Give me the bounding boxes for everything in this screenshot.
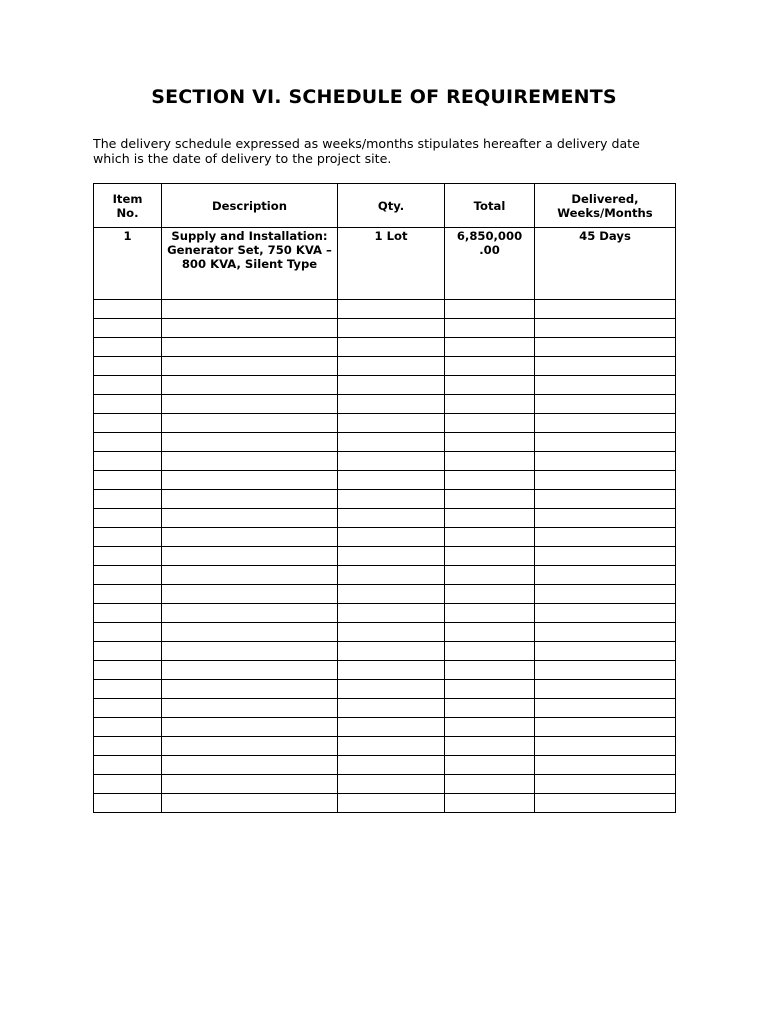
table-row-empty [94, 699, 676, 718]
cell-qty-empty [338, 433, 445, 452]
cell-item-no-empty [94, 756, 162, 775]
cell-qty-empty [338, 452, 445, 471]
cell-description-empty [162, 737, 338, 756]
cell-item-no-empty [94, 623, 162, 642]
cell-total-empty [445, 452, 535, 471]
cell-item-no-empty [94, 528, 162, 547]
cell-total-empty [445, 794, 535, 813]
page-title: SECTION VI. SCHEDULE OF REQUIREMENTS [151, 86, 617, 108]
cell-delivered-empty [535, 699, 676, 718]
cell-qty-empty [338, 319, 445, 338]
cell-qty-empty [338, 338, 445, 357]
cell-description-empty [162, 357, 338, 376]
cell-qty-empty [338, 623, 445, 642]
cell-total-empty [445, 509, 535, 528]
cell-item-no-empty [94, 452, 162, 471]
table-row-empty [94, 718, 676, 737]
cell-description-empty [162, 756, 338, 775]
cell-delivered-empty [535, 585, 676, 604]
table-row-empty [94, 471, 676, 490]
header-delivered-line-1: Delivered, [571, 191, 639, 206]
cell-item-no-empty [94, 395, 162, 414]
header-item-no-line-1: Item [112, 191, 143, 206]
header-item-no [94, 184, 162, 228]
cell-total-empty [445, 395, 535, 414]
cell-delivered-empty [535, 775, 676, 794]
cell-delivered-empty [535, 414, 676, 433]
cell-description-empty [162, 452, 338, 471]
header-delivered [535, 184, 676, 228]
cell-description-empty [162, 300, 338, 319]
cell-item-no-empty [94, 680, 162, 699]
cell-delivered-empty [535, 395, 676, 414]
cell-delivered-empty [535, 471, 676, 490]
cell-item-no-empty [94, 471, 162, 490]
table-row [94, 228, 676, 300]
cell-delivered-empty [535, 300, 676, 319]
cell-item-no-empty [94, 585, 162, 604]
table-row-empty [94, 395, 676, 414]
table-row-empty [94, 794, 676, 813]
cell-item-no-empty [94, 699, 162, 718]
table-row-empty [94, 661, 676, 680]
cell-item-no-empty [94, 642, 162, 661]
cell-item-no-empty [94, 604, 162, 623]
cell-qty-empty [338, 585, 445, 604]
cell-item-no-empty [94, 433, 162, 452]
cell-delivered-empty [535, 737, 676, 756]
header-total: Total [445, 184, 535, 228]
table-row-empty [94, 566, 676, 585]
cell-qty-empty [338, 547, 445, 566]
cell-delivered-empty [535, 642, 676, 661]
cell-total-empty [445, 699, 535, 718]
cell-delivered-empty [535, 528, 676, 547]
cell-description-empty [162, 699, 338, 718]
cell-item-no-empty [94, 737, 162, 756]
cell-delivered-empty [535, 756, 676, 775]
cell-total-empty [445, 319, 535, 338]
cell-delivered-empty [535, 623, 676, 642]
cell-delivered-empty [535, 452, 676, 471]
table-row-empty [94, 414, 676, 433]
cell-total-empty [445, 338, 535, 357]
cell-item-no-empty [94, 547, 162, 566]
cell-qty-empty [338, 642, 445, 661]
cell-total [445, 228, 535, 300]
table-header-row [94, 184, 676, 228]
intro-line-1: The delivery schedule expressed as weeks/months stipulates hereafter a delivery date [93, 136, 640, 151]
cell-qty-empty [338, 680, 445, 699]
cell-item-no-empty [94, 338, 162, 357]
cell-description-empty [162, 623, 338, 642]
cell-delivered-empty [535, 566, 676, 585]
cell-item-no-empty [94, 357, 162, 376]
cell-total-empty [445, 737, 535, 756]
cell-qty-empty [338, 604, 445, 623]
cell-qty-empty [338, 376, 445, 395]
cell-total-empty [445, 775, 535, 794]
cell-total-line-1: 6,850,000 [456, 229, 523, 243]
cell-delivered-empty [535, 433, 676, 452]
cell-qty-empty [338, 528, 445, 547]
cell-delivered-empty [535, 604, 676, 623]
table-row-empty [94, 300, 676, 319]
table-row-empty [94, 338, 676, 357]
cell-total-empty [445, 490, 535, 509]
cell-qty-empty [338, 566, 445, 585]
table-row-empty [94, 319, 676, 338]
cell-total-empty [445, 661, 535, 680]
intro-line-2: which is the date of delivery to the project site. [93, 151, 392, 166]
cell-qty-empty [338, 395, 445, 414]
table-body [94, 228, 676, 813]
table-row-empty [94, 623, 676, 642]
cell-delivered-empty [535, 490, 676, 509]
cell-total-empty [445, 300, 535, 319]
cell-total-empty [445, 376, 535, 395]
table-row-empty [94, 376, 676, 395]
cell-qty-empty [338, 756, 445, 775]
cell-item-no-empty [94, 566, 162, 585]
cell-qty-empty [338, 414, 445, 433]
cell-total-empty [445, 585, 535, 604]
cell-item-no-empty [94, 509, 162, 528]
cell-total-empty [445, 547, 535, 566]
table-row-empty [94, 680, 676, 699]
cell-delivered-empty [535, 338, 676, 357]
cell-description-empty [162, 528, 338, 547]
header-qty: Qty. [338, 184, 445, 228]
cell-item-no-empty [94, 775, 162, 794]
cell-total-empty [445, 680, 535, 699]
cell-description-empty [162, 661, 338, 680]
cell-description: Supply and Installation: Generator Set, 750 KVA – 800 KVA, Silent Type [162, 228, 338, 300]
cell-delivered-empty [535, 357, 676, 376]
cell-total-line-2: .00 [479, 243, 500, 257]
header-description: Description [162, 184, 338, 228]
cell-item-no-empty [94, 319, 162, 338]
cell-description-empty [162, 490, 338, 509]
table-row-empty [94, 509, 676, 528]
cell-delivered-empty [535, 718, 676, 737]
table-row-empty [94, 528, 676, 547]
table-row-empty [94, 756, 676, 775]
table-row-empty [94, 642, 676, 661]
cell-total-empty [445, 528, 535, 547]
cell-description-empty [162, 794, 338, 813]
cell-item-no-empty [94, 794, 162, 813]
cell-delivered-empty [535, 319, 676, 338]
cell-qty-empty [338, 300, 445, 319]
cell-item-no-empty [94, 718, 162, 737]
cell-delivered-empty [535, 661, 676, 680]
cell-item-no-empty [94, 376, 162, 395]
cell-total-empty [445, 471, 535, 490]
cell-description-empty [162, 604, 338, 623]
cell-delivered: 45 Days [535, 228, 676, 300]
cell-total-empty [445, 357, 535, 376]
cell-description-empty [162, 680, 338, 699]
cell-qty-empty [338, 490, 445, 509]
header-delivered-line-2: Weeks/Months [557, 205, 653, 220]
table-row-empty [94, 604, 676, 623]
cell-total-empty [445, 414, 535, 433]
cell-total-empty [445, 642, 535, 661]
cell-qty-empty [338, 737, 445, 756]
cell-total-empty [445, 433, 535, 452]
cell-qty-empty [338, 509, 445, 528]
cell-qty-empty [338, 471, 445, 490]
cell-qty-empty [338, 794, 445, 813]
cell-description-empty [162, 338, 338, 357]
cell-description-empty [162, 414, 338, 433]
table-row-empty [94, 737, 676, 756]
cell-description-empty [162, 585, 338, 604]
table-row-empty [94, 452, 676, 471]
cell-item-no-empty [94, 414, 162, 433]
cell-description-empty [162, 509, 338, 528]
cell-qty-empty [338, 718, 445, 737]
cell-description-empty [162, 547, 338, 566]
cell-qty-empty [338, 775, 445, 794]
cell-description-empty [162, 319, 338, 338]
table-row-empty [94, 490, 676, 509]
cell-delivered-empty [535, 509, 676, 528]
cell-item-no-empty [94, 300, 162, 319]
cell-description-empty [162, 471, 338, 490]
cell-qty-empty [338, 357, 445, 376]
cell-item-no-empty [94, 490, 162, 509]
cell-total-empty [445, 623, 535, 642]
cell-item-no-empty [94, 661, 162, 680]
table-row-empty [94, 775, 676, 794]
cell-total-empty [445, 604, 535, 623]
table-row-empty [94, 585, 676, 604]
table-row-empty [94, 357, 676, 376]
cell-description-empty [162, 376, 338, 395]
cell-description-empty [162, 566, 338, 585]
cell-description-empty [162, 395, 338, 414]
cell-qty-empty [338, 661, 445, 680]
intro-paragraph [93, 136, 693, 166]
table-row-empty [94, 433, 676, 452]
schedule-table [93, 183, 676, 813]
cell-delivered-empty [535, 547, 676, 566]
cell-description-empty [162, 775, 338, 794]
cell-delivered-empty [535, 680, 676, 699]
cell-description-empty [162, 718, 338, 737]
cell-total-empty [445, 566, 535, 585]
cell-total-empty [445, 756, 535, 775]
cell-description-empty [162, 433, 338, 452]
cell-delivered-empty [535, 794, 676, 813]
cell-item-no: 1 [94, 228, 162, 300]
header-item-no-line-2: No. [116, 205, 139, 220]
table-row-empty [94, 547, 676, 566]
cell-delivered-empty [535, 376, 676, 395]
cell-qty: 1 Lot [338, 228, 445, 300]
cell-description-empty [162, 642, 338, 661]
cell-qty-empty [338, 699, 445, 718]
cell-total-empty [445, 718, 535, 737]
